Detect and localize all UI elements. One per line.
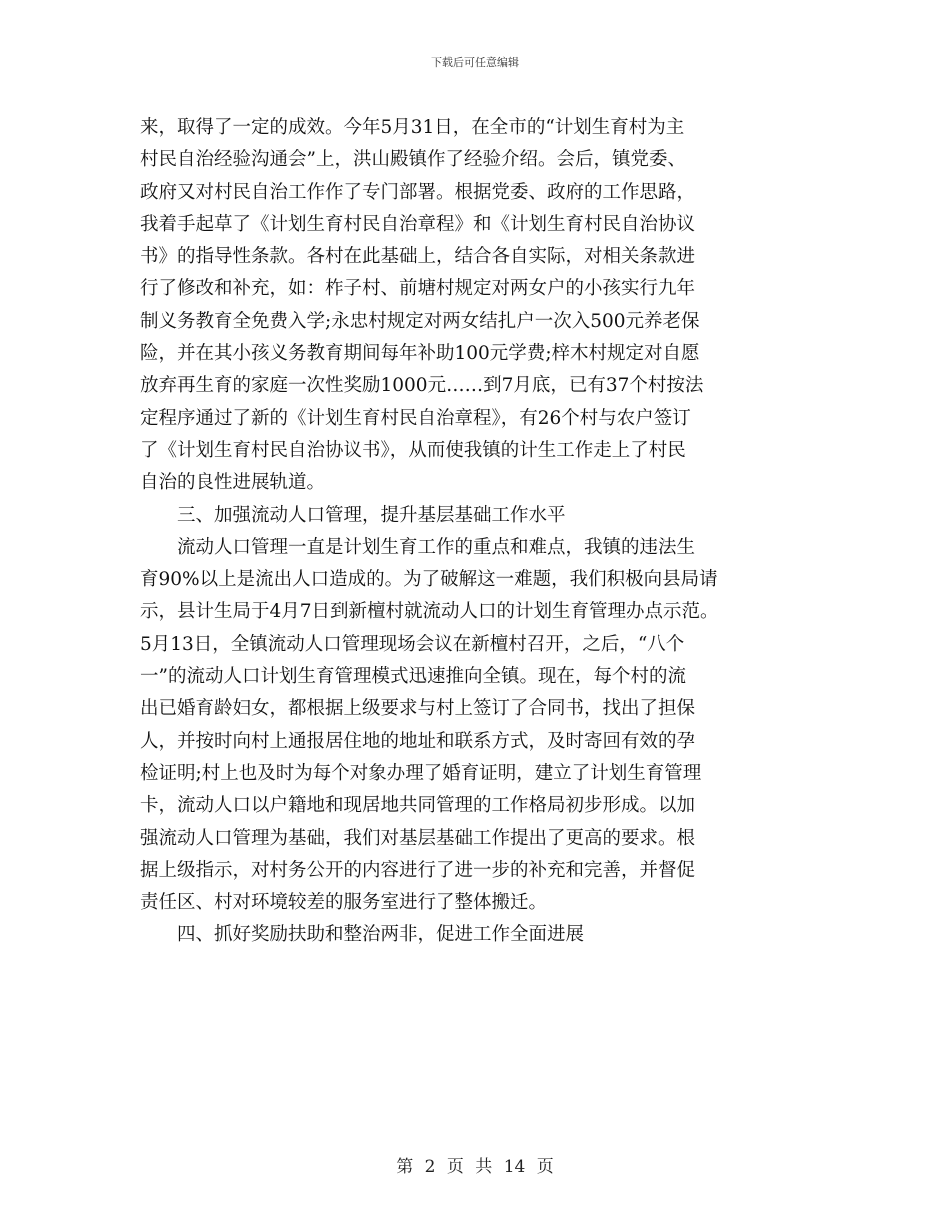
text-line: 政府又对村民自治工作作了专门部署。根据党委、政府的工作思路，: [140, 181, 696, 203]
page-header: 下载后可任意编辑: [431, 56, 519, 69]
text-line: 强流动人口管理为基础，我们对基层基础工作提出了更高的要求。根: [140, 827, 696, 849]
text-line: 我着手起草了《计划生育村民自治章程》和《计划生育村民自治协议: [140, 213, 696, 235]
text-line: 检证明;村上也及时为每个对象办理了婚育证明，建立了计划生育管理: [140, 762, 702, 784]
text-line: 流动人口管理一直是计划生育工作的重点和难点，我镇的违法生: [140, 536, 696, 558]
text-line: 示，县计生局于4月7日到新檀村就流动人口的计划生育管理办点示范。: [140, 601, 719, 623]
text-line: 来，取得了一定的成效。今年5月31日，在全市的“计划生育村为主: [140, 117, 685, 138]
text-line: 险，并在其小孩义务教育期间每年补助100元学费;梓木村规定对自愿: [140, 343, 700, 365]
text-line: 5月13日，全镇流动人口管理现场会议在新檀村召开，之后，“八个: [140, 633, 685, 655]
text-line: 据上级指示，对村务公开的内容进行了进一步的补充和完善，并督促: [140, 859, 696, 881]
text-line: 人，并按时向村上通报居住地的地址和联系方式，及时寄回有效的孕: [140, 730, 696, 752]
page-footer: 第 2 页 共 14 页: [396, 1157, 554, 1177]
body-text: [140, 112, 820, 952]
section-heading: 三、加强流动人口管理，提升基层基础工作水平: [140, 504, 566, 526]
text-line: 育90%以上是流出人口造成的。为了破解这一难题，我们积极向县局请: [140, 569, 718, 591]
text-line: 出已婚育龄妇女，都根据上级要求与村上签订了合同书，找出了担保: [140, 698, 696, 720]
text-line: 自治的良性进展轨道。: [140, 472, 326, 494]
text-line: 一”的流动人口计划生育管理模式迅速推向全镇。现在，每个村的流: [140, 666, 686, 688]
text-line: 定程序通过了新的《计划生育村民自治章程》，有26个村与农户签订: [140, 407, 691, 429]
text-line: 放弃再生育的家庭一次性奖励1000元……到7月底，已有37个村按法: [140, 375, 704, 397]
text-line: 卡，流动人口以户籍地和现居地共同管理的工作格局初步形成。以加: [140, 795, 696, 817]
text-line: 了《计划生育村民自治协议书》，从而使我镇的计生工作走上了村民: [140, 439, 686, 461]
section-heading: 四、抓好奖励扶助和整治两非，促进工作全面进展: [140, 924, 585, 946]
text-line: 行了修改和补充，如：柞子村、前塘村规定对两女户的小孩实行九年: [140, 278, 696, 300]
text-line: 制义务教育全免费入学;永忠村规定对两女结扎户一次入500元养老保: [140, 310, 700, 332]
text-line: 书》的指导性条款。各村在此基础上，结合各自实际，对相关条款进: [140, 246, 696, 268]
text-line: 村民自治经验沟通会”上，洪山殿镇作了经验介绍。会后，镇党委、: [140, 149, 686, 171]
text-line: 责任区、村对环境较差的服务室进行了整体搬迁。: [140, 892, 548, 914]
